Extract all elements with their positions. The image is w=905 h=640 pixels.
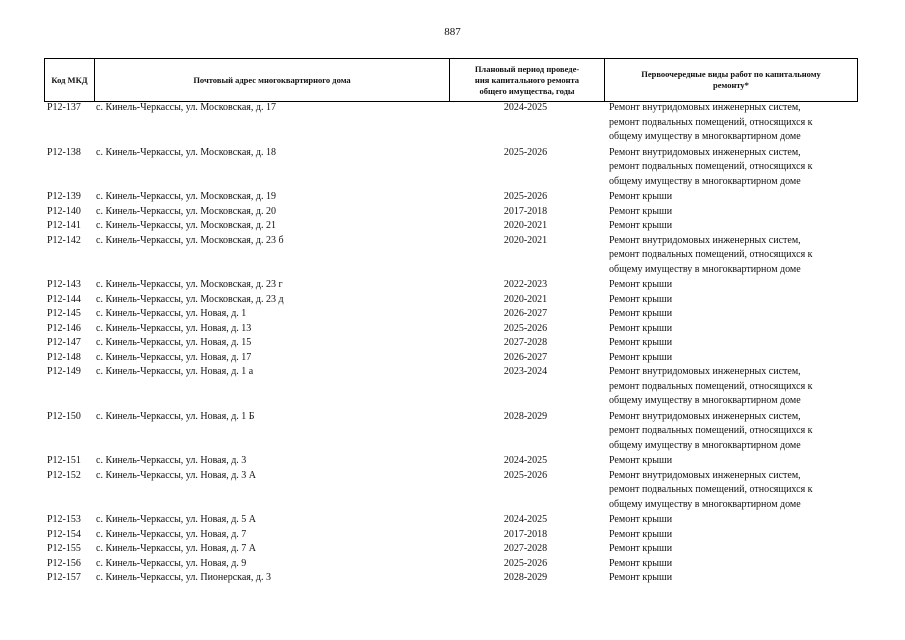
row-period: 2020-2021 (503, 234, 548, 246)
row-code: Р12-145 (47, 308, 81, 319)
row-period: 2025-2026 (503, 322, 548, 334)
row-works: Ремонт крыши (609, 220, 673, 231)
row-address: с. Кинель-Черкассы, ул. Московская, д. 21 (96, 220, 276, 231)
row-address: с. Кинель-Черкассы, ул. Московская, д. 20 (96, 205, 276, 217)
table-row (44, 101, 858, 146)
table-row (44, 205, 858, 220)
row-works: Ремонт крыши (609, 279, 673, 290)
table-row (44, 293, 858, 308)
row-works: Ремонт внутридомовых инженерных систем, ремонт подвальных помещений, относящихся к общему имуществу в многоквартирном доме (609, 234, 813, 275)
row-period: 2026-2027 (503, 351, 548, 363)
row-code: Р12-147 (47, 337, 81, 348)
table-row (44, 469, 858, 514)
row-address: с. Кинель-Черкассы, ул. Новая, д. 1 а (96, 366, 254, 377)
row-code: Р12-151 (47, 455, 81, 466)
row-code: Р12-142 (47, 234, 81, 246)
row-address: с. Кинель-Черкассы, ул. Московская, д. 18 (96, 146, 276, 158)
row-address: с. Кинель-Черкассы, ул. Московская, д. 23 г (96, 279, 283, 290)
page-number: 887 (444, 26, 461, 38)
row-address: с. Кинель-Черкассы, ул. Новая, д. 17 (96, 351, 252, 363)
row-works: Ремонт крыши (609, 572, 673, 583)
row-period: 2020-2021 (503, 293, 548, 305)
row-code: Р12-150 (47, 410, 81, 422)
header-period: Плановый период проведе- ния капитального ремонта общего имущества, годы (449, 59, 604, 101)
row-works: Ремонт крыши (609, 351, 673, 363)
row-period: 2025-2026 (503, 557, 548, 569)
row-works: Ремонт внутридомовых инженерных систем, ремонт подвальных помещений, относящихся к общему имуществу в многоквартирном доме (609, 366, 813, 406)
row-works: Ремонт крыши (609, 557, 673, 569)
row-code: Р12-139 (47, 191, 81, 202)
row-period: 2028-2029 (503, 572, 548, 583)
table-row (44, 410, 858, 455)
row-period: 2025-2026 (503, 146, 548, 158)
row-address: с. Кинель-Черкассы, ул. Новая, д. 7 А (96, 543, 257, 554)
row-works: Ремонт крыши (609, 205, 673, 217)
row-period: 2017-2018 (503, 205, 548, 217)
row-address: с. Кинель-Черкассы, ул. Московская, д. 17 (96, 102, 276, 113)
table-row (44, 234, 858, 279)
row-works: Ремонт внутридомовых инженерных систем, ремонт подвальных помещений, относящихся к общему имуществу в многоквартирном доме (609, 410, 813, 451)
row-code: Р12-146 (47, 322, 81, 334)
table-row (44, 336, 858, 351)
row-period: 2027-2028 (503, 543, 548, 554)
row-code: Р12-141 (47, 220, 81, 231)
table-body (44, 101, 858, 586)
table-row (44, 307, 858, 322)
header-code: Код МКД (44, 59, 94, 101)
table-row (44, 454, 858, 469)
row-period: 2017-2018 (503, 528, 548, 540)
table-row (44, 219, 858, 234)
row-code: Р12-148 (47, 351, 81, 363)
row-code: Р12-140 (47, 205, 81, 217)
row-address: с. Кинель-Черкассы, ул. Новая, д. 3 (96, 455, 247, 466)
table-row (44, 513, 858, 528)
row-works: Ремонт крыши (609, 308, 673, 319)
row-period: 2024-2025 (503, 455, 548, 466)
table-row (44, 278, 858, 293)
row-period: 2027-2028 (503, 337, 548, 348)
row-address: с. Кинель-Черкассы, ул. Новая, д. 13 (96, 322, 252, 334)
row-works: Ремонт крыши (609, 514, 673, 525)
row-code: Р12-157 (47, 572, 81, 583)
row-period: 2023-2024 (503, 366, 548, 377)
table-row (44, 146, 858, 191)
row-code: Р12-138 (47, 146, 81, 158)
row-works: Ремонт крыши (609, 293, 673, 305)
row-address: с. Кинель-Черкассы, ул. Новая, д. 1 Б (96, 410, 255, 422)
row-period: 2025-2026 (503, 191, 548, 202)
header-works: Первоочередные виды работ по капитальному ремонту* (604, 59, 858, 101)
table-row (44, 528, 858, 543)
row-period: 2028-2029 (503, 410, 548, 422)
row-address: с. Кинель-Черкассы, ул. Московская, д. 19 (96, 191, 276, 202)
table-row (44, 190, 858, 205)
table-row (44, 365, 858, 410)
row-address: с. Кинель-Черкассы, ул. Пионерская, д. 3 (96, 572, 271, 583)
row-works: Ремонт крыши (609, 543, 673, 554)
row-address: с. Кинель-Черкассы, ул. Новая, д. 7 (96, 528, 247, 540)
row-period: 2024-2025 (503, 514, 548, 525)
row-address: с. Кинель-Черкассы, ул. Новая, д. 9 (96, 557, 247, 569)
row-code: Р12-144 (47, 293, 81, 305)
row-address: с. Кинель-Черкассы, ул. Московская, д. 23 б (96, 234, 284, 246)
row-works: Ремонт крыши (609, 455, 673, 466)
row-code: Р12-153 (47, 514, 81, 525)
table-row (44, 557, 858, 572)
row-period: 2020-2021 (503, 220, 548, 231)
row-works: Ремонт крыши (609, 322, 673, 334)
row-period: 2025-2026 (503, 469, 548, 481)
row-address: с. Кинель-Черкассы, ул. Новая, д. 5 А (96, 514, 257, 525)
row-period: 2022-2023 (503, 279, 548, 290)
row-code: Р12-154 (47, 528, 81, 540)
row-address: с. Кинель-Черкассы, ул. Новая, д. 15 (96, 337, 252, 348)
table-row (44, 322, 858, 337)
row-works: Ремонт крыши (609, 528, 673, 540)
table-row (44, 542, 858, 557)
row-code: Р12-149 (47, 366, 81, 377)
row-code: Р12-143 (47, 279, 81, 290)
table-row (44, 571, 858, 586)
row-code: Р12-152 (47, 469, 81, 481)
table-row (44, 351, 858, 366)
row-works: Ремонт внутридомовых инженерных систем, ремонт подвальных помещений, относящихся к общему имуществу в многоквартирном доме (609, 146, 813, 187)
row-code: Р12-155 (47, 543, 81, 554)
row-address: с. Кинель-Черкассы, ул. Новая, д. 3 А (96, 469, 257, 481)
row-period: 2024-2025 (503, 102, 548, 113)
row-period: 2026-2027 (503, 308, 548, 319)
row-address: с. Кинель-Черкассы, ул. Московская, д. 23 д (96, 293, 284, 305)
table-header (44, 58, 858, 102)
header-address: Почтовый адрес многоквартирного дома (94, 59, 449, 101)
row-works: Ремонт внутридомовых инженерных систем, ремонт подвальных помещений, относящихся к общему имуществу в многоквартирном доме (609, 102, 813, 142)
row-works: Ремонт крыши (609, 337, 673, 348)
row-works: Ремонт крыши (609, 191, 673, 202)
row-address: с. Кинель-Черкассы, ул. Новая, д. 1 (96, 308, 247, 319)
row-works: Ремонт внутридомовых инженерных систем, ремонт подвальных помещений, относящихся к общему имуществу в многоквартирном доме (609, 469, 813, 510)
row-code: Р12-137 (47, 102, 81, 113)
row-code: Р12-156 (47, 557, 81, 569)
